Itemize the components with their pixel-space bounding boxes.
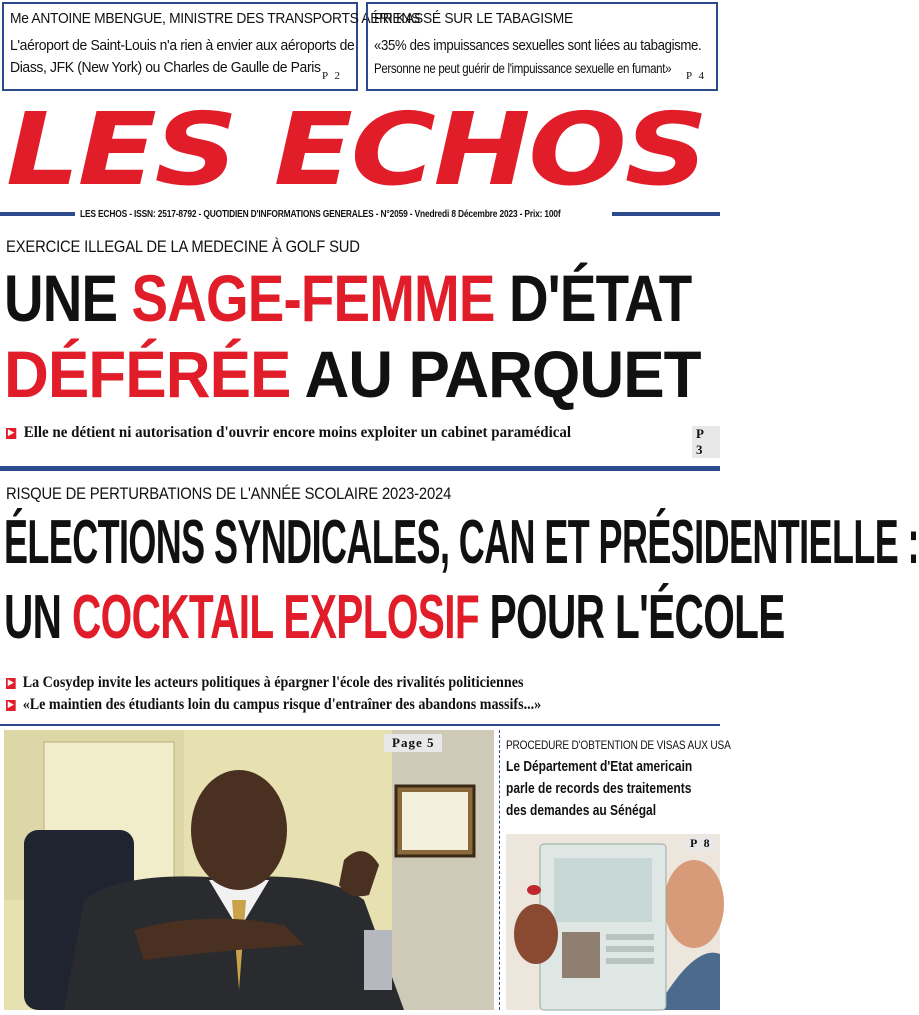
masthead-title[interactable]: LES ECHOS [6,91,706,208]
story2-bullet-2-text: «Le maintien des étudiants loin du campus risque d'entraîner des abandons massifs...» [22,696,542,713]
teaser-left-line-1: L'aéroport de Saint-Louis n'a rien à envier aux aéroports de [10,37,355,54]
masthead-rule-left [0,212,75,216]
teaser-left-page: P 2 [322,70,342,82]
story1-bullet [6,424,571,442]
masthead-info: LES ECHOS - ISSN: 2517-8792 - QUOTIDIEN D'INFORMATIONS GENERALES - N°2059 - Vnedredi 8 Décembre 2023 - Prix: 100f [80,209,561,220]
sidebar-photo [506,834,720,1010]
story1-h2-part1: DÉFÉRÉE [4,337,291,411]
bullet-arrow-icon: ▶ [7,427,15,438]
story2-headline-line1[interactable]: ÉLECTIONS SYNDICALES, CAN ET PRÉSIDENTIELLE : [4,508,919,577]
story2-kicker: RISQUE DE PERTURBATIONS DE L'ANNÉE SCOLAIRE 2023-2024 [6,484,452,503]
teaser-right-headline: PR KASSÉ SUR LE TABAGISME [374,10,573,27]
masthead-rule-right [612,212,720,216]
sidebar-line-1: Le Département d'Etat americain [506,758,693,775]
story1-bullet-text: Elle ne détient ni autorisation d'ouvrir encore moins exploiter un cabinet paramédical [23,424,572,441]
teaser-left-headline: Me ANTOINE MBENGUE, MINISTRE DES TRANSPORTS AÉRIENS [10,10,420,27]
passport-illustration [506,834,720,1010]
story2-headline-line2[interactable] [4,583,785,653]
story2-rule [0,724,720,726]
teaser-box-right[interactable] [366,2,718,91]
teaser-right-line-1: «35% des impuissances sexuelles sont liées au tabagisme. [374,37,702,54]
teaser-left-line-2: Diass, JFK (New York) ou Charles de Gaulle de Paris [10,59,321,76]
story2-bullet-1 [6,674,523,692]
story1-kicker: EXERCICE ILLEGAL DE LA MEDECINE À GOLF SUD [6,237,360,256]
story1-headline-line1[interactable] [4,262,691,334]
portrait-illustration [4,730,494,1010]
story2-bullet-1-text: La Cosydep invite les acteurs politiques à épargner l'école des rivalités politiciennes [22,674,524,691]
bullet-arrow-icon: ▶ [7,677,14,688]
story1-h1-part3: D'ÉTAT [494,261,692,335]
sidebar-kicker: PROCEDURE D'OBTENTION DE VISAS AUX USA [506,738,731,752]
section-divider [0,466,720,471]
teaser-right-line-2: Personne ne peut guérir de l'impuissance sexuelle en fumant» [374,60,672,76]
bullet-arrow-icon: ▶ [7,699,14,710]
teaser-box-left[interactable] [2,2,420,91]
story1-h1-part1: UNE [4,261,132,335]
teaser-right-page: P 4 [686,70,706,82]
sidebar-page-tag: P 8 [686,836,716,851]
sidebar-divider [499,730,501,1010]
story1-h2-part2: AU PARQUET [290,337,701,411]
sidebar-line-3: des demandes au Sénégal [506,802,657,819]
sidebar-line-2: parle de records des traitements [506,780,692,797]
story2-h2-part2: COCKTAIL EXPLOSIF [71,583,479,652]
minister-photo [4,730,494,1010]
story1-page: P 3 [692,426,720,458]
photo-page-tag: Page 5 [384,734,442,752]
story1-headline-line2[interactable] [4,338,701,410]
story1-h1-part2: SAGE-FEMME [131,261,495,335]
story2-bullet-2 [6,696,541,714]
story2-h2-part3: POUR L'ÉCOLE [478,583,785,652]
story2-h2-part1: UN [4,583,72,652]
